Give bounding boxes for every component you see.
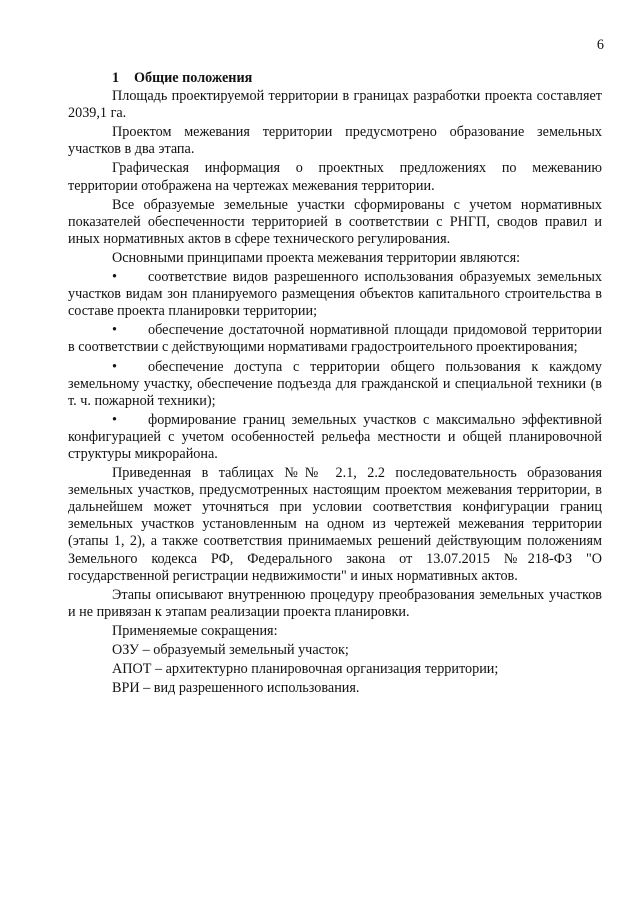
section-heading [112,70,602,87]
bullet-item [68,322,602,356]
bullet-item [68,359,602,410]
bullet-marker: • [112,358,117,375]
paragraph-graphics: Графическая информация о проектных предложениях по межеванию территории отображена на чертежах межевания территории. [68,160,602,194]
bullet-item [68,269,602,320]
paragraph-sequence: Приведенная в таблицах №№ 2.1, 2.2 последовательность образования земельных участков, предусмотренных настоящим проектом межевания территории, в дальнейшем может уточняться при условии соответствия конфигурации границ земельных участков установленным на одном из чертежей межевания территории (этапы 1, 2), а также соответствия принимаемых решений действующим положениям Земельного кодекса РФ, Федерального закона от 13.07.2015 №218-ФЗ "О государственной регистрации недвижимости" и иных нормативных актов. [68,465,602,584]
bullet-text: соответствие видов разрешенного использования образуемых земельных участков видам зон планируемого размещения объектов капитального строительства в составе проекта планировки территории; [68,269,602,320]
bullet-text: обеспечение достаточной нормативной площади придомовой территории в соответствии с действующими нормативами градостроительного проектирования; [68,322,602,356]
bullet-text: обеспечение доступа с территории общего пользования к каждому земельному участку, обеспечение подъезда для гражданской и специальной техники (в т. ч. пожарной техники); [68,358,602,409]
bullet-item [68,412,602,463]
paragraph-stages: Проектом межевания территории предусмотрено образование земельных участков в два этапа. [68,124,602,158]
paragraph-principles-intro: Основными принципами проекта межевания территории являются: [112,249,521,266]
bullet-marker: • [112,411,117,428]
paragraph-norms: Все образуемые земельные участки сформированы с учетом нормативных показателей обеспеченности территорией в соответствии с РНГП, сводов правил и иных нормативных актов в сфере технического регулирования. [68,196,602,247]
bullet-marker: • [112,269,117,286]
bullet-text: формирование границ земельных участков с максимально эффективной конфигурацией с учетом особенностей рельефа местности и общей планировочной структуры микрорайона. [68,411,602,462]
abbreviation-item: ВРИ – вид разрешенного использования. [112,680,360,697]
abbreviation-item: АПОТ – архитектурно планировочная организация территории; [112,661,499,678]
page-content [68,70,602,699]
paragraph-stages-description: Этапы описывают внутреннюю процедуру преобразования земельных участков и не привязан к этапам реализации проекта планировки. [68,586,602,620]
section-number: 1 [112,70,120,86]
paragraph-abbreviations-intro: Применяемые сокращения: [112,622,278,639]
section-title: Общие положения [134,70,253,86]
bullet-marker: • [112,322,117,339]
page-number: 6 [596,37,604,53]
paragraph-area: Площадь проектируемой территории в границах разработки проекта составляет 2039,1 га. [68,88,602,122]
abbreviation-item: ОЗУ – образуемый земельный участок; [112,642,349,658]
